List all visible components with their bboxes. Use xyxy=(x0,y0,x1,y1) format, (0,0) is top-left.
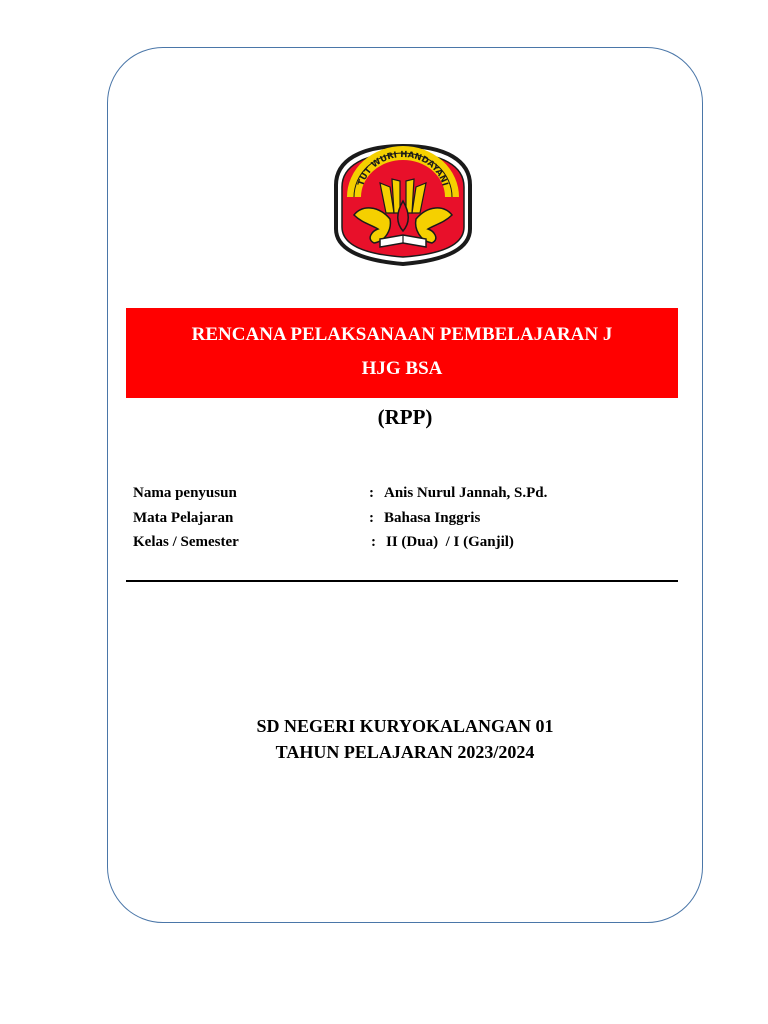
info-label: Nama penyusun xyxy=(133,485,237,501)
info-colon: : xyxy=(371,534,376,550)
document-title-line-1: RENCANA PELAKSANAAN PEMBELAJARAN J xyxy=(191,324,613,345)
document-title-banner xyxy=(126,308,678,398)
info-colon: : xyxy=(369,509,374,526)
logo-emblem-graphic xyxy=(332,143,474,267)
document-title-line-2: HJG BSA xyxy=(361,358,443,379)
school-year: TAHUN PELAJARAN 2023/2024 xyxy=(275,742,535,762)
info-value: Anis Nurul Jannah, S.Pd. xyxy=(384,485,548,501)
section-divider xyxy=(126,580,678,582)
info-row-subject xyxy=(133,508,673,533)
school-block xyxy=(107,713,703,765)
info-row-author xyxy=(133,483,673,508)
info-label: Mata Pelajaran xyxy=(133,509,234,526)
school-name: SD NEGERI KURYOKALANGAN 01 xyxy=(256,716,554,736)
info-colon: : xyxy=(369,485,374,501)
logo-motto-text: TUT WURI HANDAYANI xyxy=(356,149,450,188)
tut-wuri-handayani-logo-icon xyxy=(332,143,474,267)
author-info-block xyxy=(133,483,673,557)
info-value: Bahasa Inggris xyxy=(384,509,481,526)
info-value: II (Dua) / I (Ganjil) xyxy=(386,534,514,550)
document-subtitle: (RPP) xyxy=(377,405,433,429)
info-label: Kelas / Semester xyxy=(133,534,239,550)
info-row-class-semester xyxy=(133,532,673,557)
